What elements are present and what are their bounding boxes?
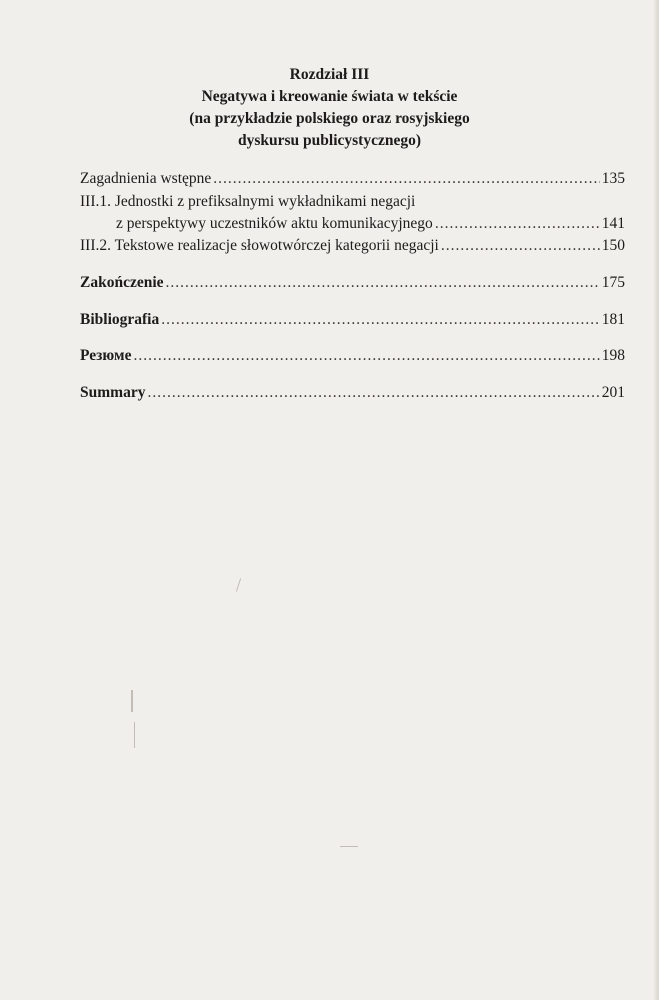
toc-entry-label: Bibliografia <box>80 311 160 328</box>
toc-entry-summary <box>80 382 625 404</box>
dot-leader <box>441 235 600 257</box>
chapter-title-line-2: (na przykładzie polskiego oraz rosyjskiego <box>189 110 470 127</box>
toc-entry-label: Zagadnienia wstępne <box>80 170 212 187</box>
toc-entry-label: Summary <box>80 384 146 401</box>
toc-entry-intro <box>80 168 625 190</box>
chapter-number: Rozdział III <box>289 66 370 83</box>
toc-entry-section-2 <box>80 235 625 257</box>
dot-leader <box>166 272 600 294</box>
paper-speck <box>340 846 358 847</box>
toc-entry-label: Резюме <box>80 347 132 364</box>
toc-entry-bibliography <box>80 309 625 331</box>
toc-entry-page: 181 <box>601 311 625 328</box>
dot-leader <box>435 213 600 235</box>
toc-entry-page: 135 <box>601 170 625 187</box>
toc-entry-label: z perspektywy uczestników aktu komunikacyjnego <box>116 215 433 232</box>
toc-entry-page: 141 <box>601 215 625 232</box>
toc-entry-page: 201 <box>601 384 625 401</box>
toc-entry-section-1 <box>80 213 625 235</box>
paper-speck <box>131 690 133 712</box>
chapter-title-line-3: dyskursu publicystycznego) <box>237 132 422 149</box>
chapter-heading <box>0 64 659 152</box>
toc-entry-conclusion <box>80 272 625 294</box>
toc-entry-label: Zakończenie <box>80 274 164 291</box>
toc-entry-label: III.2. Tekstowe realizacje słowotwórczej kategorii negacji <box>80 237 439 254</box>
dot-leader <box>147 382 599 404</box>
paper-speck <box>134 722 135 748</box>
dot-leader <box>213 168 599 190</box>
paper-speck <box>236 578 241 592</box>
dot-leader <box>161 309 600 331</box>
chapter-title-line-1: Negatywa i kreowanie świata w tekście <box>201 88 458 105</box>
toc-entry-page: 198 <box>601 347 625 364</box>
toc-entry-section-1-line-1: III.1. Jednostki z prefiksalnymi wykładnikami negacji <box>80 193 416 210</box>
toc-entry-resume <box>80 345 625 367</box>
toc-entry-page: 175 <box>601 274 625 291</box>
dot-leader <box>133 345 599 367</box>
toc-entry-page: 150 <box>601 237 625 254</box>
